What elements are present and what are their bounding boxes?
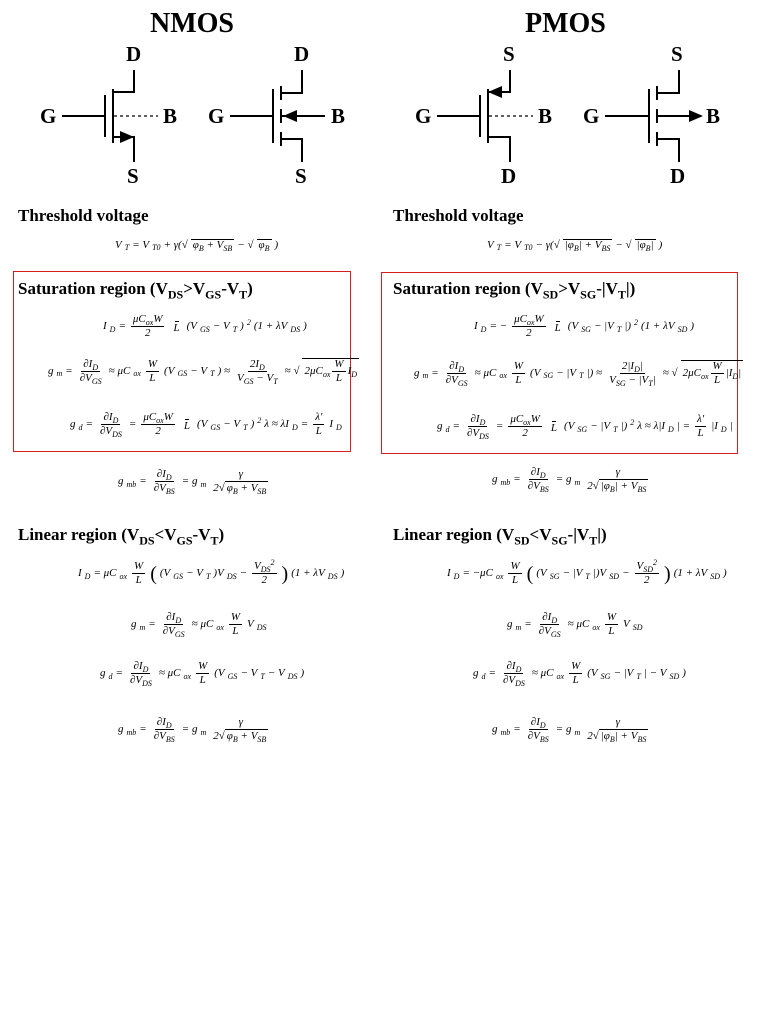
pmos-linear-heading: Linear region $(V_{SD}<V_{SG}-|V_T|)$ bbox=[393, 525, 607, 548]
pmos2-body-label: B bbox=[706, 104, 721, 128]
pmos-linear-id-equation: I D = −μC ox W L ( (V SG − |V T |)V SD − $V_{SD}2$ 2 ) (1 + λV SD ) bbox=[447, 558, 727, 586]
nmos-threshold-heading: Threshold voltage bbox=[18, 206, 149, 225]
pmos2-gate-label: G bbox=[583, 104, 600, 128]
nmos-saturation-id-equation: I D = $\mu C_{ox}W$ 2 L (V GS − V T ) 2 (1 + λV DS ) bbox=[103, 313, 307, 339]
nmos-linear-gmb-equation: g mb = $\partial I_D$ $\partial V_{BS}$ = g m γ 2√ $\varphi_B + V_{SB}$ bbox=[118, 716, 267, 744]
nmos2-gate-label: G bbox=[208, 104, 225, 128]
pmos1-source-label: S bbox=[503, 42, 515, 66]
pmos-saturation-heading: Saturation region $(V_{SD}>V_{SG}-|V_T|)$ bbox=[393, 279, 636, 302]
pmos-gmb-equation: g mb = $\partial I_D$ $\partial V_{BS}$ = g m γ 2√ $|\varphi_B| + V_{BS}$ bbox=[492, 466, 647, 494]
pmos1-body-label: B bbox=[538, 104, 553, 128]
pmos-threshold-heading: Threshold voltage bbox=[393, 206, 524, 225]
nmos2-body-label: B bbox=[331, 104, 346, 128]
transistor-symbols bbox=[0, 0, 768, 200]
pmos-threshold-equation: V T = V T0 − γ(√ $|\varphi_B| + V_{BS}$ − √ $|\varphi_B|$ ) bbox=[487, 238, 663, 253]
pmos2-source-label: S bbox=[671, 42, 683, 66]
nmos-symbol-substrate bbox=[230, 70, 325, 162]
nmos-linear-id-equation: I D = μC ox W L ( (V GS − V T )V DS − $V_{DS}2$ 2 ) (1 + λV DS ) bbox=[78, 558, 345, 586]
pmos-saturation-gd-equation: g d = $\partial I_D$ $\partial V_{DS}$ = $\mu C_{ox}W$ 2 L (V SG − |V T |) 2 λ ≈ λ|I D | = λ′ L |I D | bbox=[437, 413, 733, 441]
pmos-symbol-body-connected bbox=[437, 70, 533, 162]
nmos-saturation-gm-equation: g m = $\partial I_D$ $\partial V_{GS}$ ≈ μC ox W L (V GS − V T ) ≈ $2I_D$ $V_{GS} - V_T$ ≈ √ $2\mu C_{ox}$ $\frac{W}{L}$ $I_D$ bbox=[48, 357, 358, 386]
pmos1-drain-label: D bbox=[501, 164, 517, 188]
nmos2-drain-label: D bbox=[294, 42, 310, 66]
pmos1-gate-label: G bbox=[415, 104, 432, 128]
nmos-symbol-body-connected bbox=[62, 70, 158, 162]
nmos-threshold-equation: V T = V T0 + γ(√ $\varphi_B + V_{SB}$ − √ $\varphi_B$ ) bbox=[115, 238, 279, 253]
nmos-title: NMOS bbox=[150, 8, 234, 39]
pmos-title: PMOS bbox=[525, 8, 606, 39]
pmos-linear-gm-equation: g m = $\partial I_D$ $\partial V_{GS}$ ≈ μC ox W L V SD bbox=[507, 611, 643, 639]
nmos-linear-gd-equation: g d = $\partial I_D$ $\partial V_{DS}$ ≈ μC ox W L (V GS − V T − V DS ) bbox=[100, 660, 305, 688]
nmos1-source-label: S bbox=[127, 164, 139, 188]
nmos1-body-label: B bbox=[163, 104, 178, 128]
pmos-saturation-gm-equation: g m = $\partial I_D$ $\partial V_{GS}$ ≈ μC ox W L (V SG − |V T |) ≈ $2|I_D|$ $V_{SG} - |V_T|$ ≈ √ $2\mu C_{ox}$ $\frac{W}{L}$ $|I_D|$ bbox=[414, 359, 742, 388]
nmos1-gate-label: G bbox=[40, 104, 57, 128]
nmos-saturation-heading: Saturation region $(V_{DS}>V_{GS}-V_T)$ bbox=[18, 279, 253, 302]
pmos-linear-gd-equation: g d = $\partial I_D$ $\partial V_{DS}$ ≈ μC ox W L (V SG − |V T | − V SD ) bbox=[473, 660, 686, 688]
nmos-linear-gm-equation: g m = $\partial I_D$ $\partial V_{GS}$ ≈ μC ox W L V DS bbox=[131, 611, 267, 639]
pmos2-drain-label: D bbox=[670, 164, 686, 188]
nmos2-source-label: S bbox=[295, 164, 307, 188]
nmos-linear-heading: Linear region $(V_{DS}<V_{GS}-V_T)$ bbox=[18, 525, 225, 548]
nmos-saturation-gd-equation: g d = $\partial I_D$ $\partial V_{DS}$ = $\mu C_{ox}W$ 2 L (V GS − V T ) 2 λ ≈ λI D = λ′ L I D bbox=[70, 411, 342, 439]
pmos-symbol-substrate bbox=[605, 70, 703, 162]
nmos-gmb-equation: g mb = $\partial I_D$ $\partial V_{BS}$ = g m γ 2√ $\varphi_B + V_{SB}$ bbox=[118, 468, 267, 496]
nmos1-drain-label: D bbox=[126, 42, 142, 66]
pmos-linear-gmb-equation: g mb = $\partial I_D$ $\partial V_{BS}$ = g m γ 2√ $|\varphi_B| + V_{BS}$ bbox=[492, 716, 647, 744]
pmos-saturation-id-equation: I D = − $\mu C_{ox}W$ 2 L (V SG − |V T |) 2 (1 + λV SD ) bbox=[474, 313, 695, 339]
